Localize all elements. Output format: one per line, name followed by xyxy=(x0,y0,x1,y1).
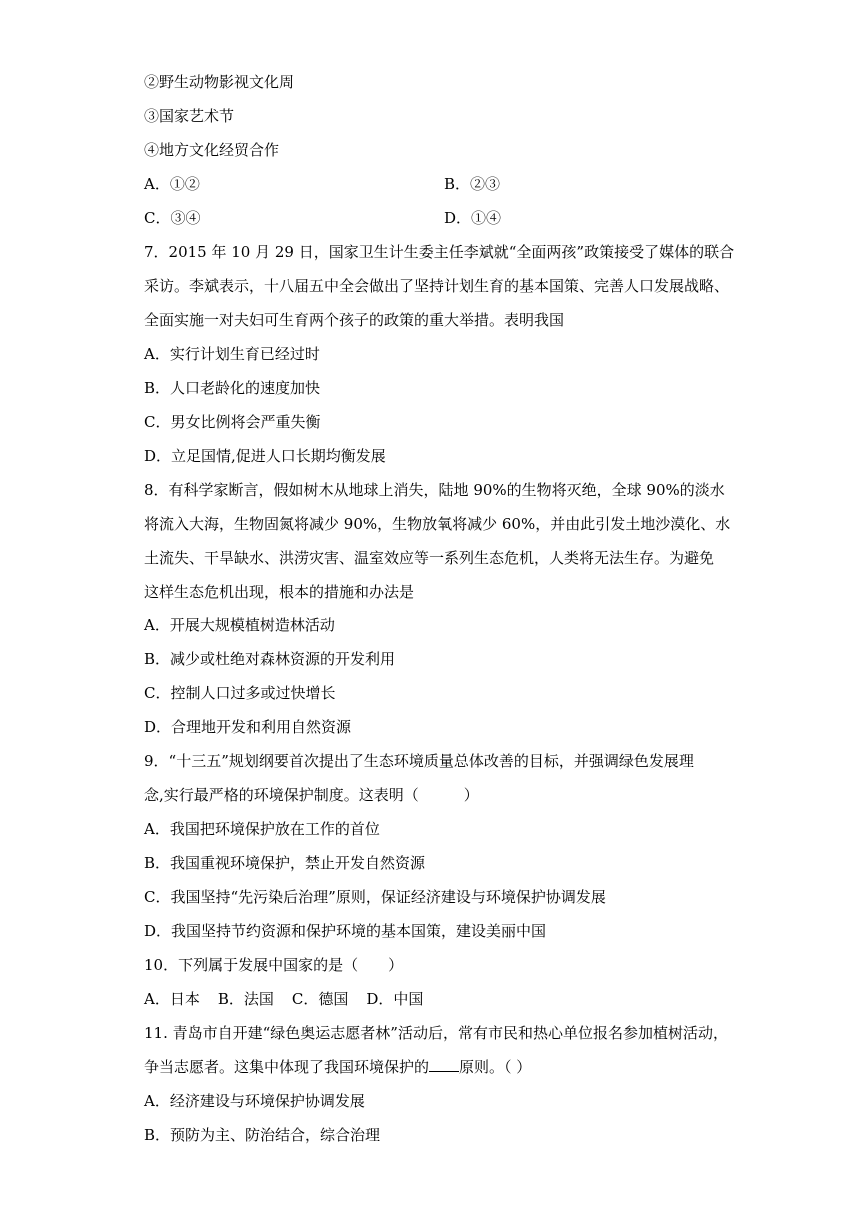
q11-stem-after-blank: 原则。（ ） xyxy=(459,1058,532,1076)
q10-option-a: A．日本 xyxy=(144,990,200,1008)
q8-stem-line-3: 土流失、干旱缺水、洪涝灾害、温室效应等一系列生态危机，人类将无法生存。为避免 xyxy=(144,549,715,567)
q7-option-a: A．实行计划生育已经过时 xyxy=(144,345,320,363)
q9-option-c: C．我国坚持“先污染后治理”原则，保证经济建设与环境保护协调发展 xyxy=(144,888,606,906)
q9-stem-line-2: 念,实行最严格的环境保护制度。这表明（ ） xyxy=(144,786,479,804)
q10-option-c: C．德国 xyxy=(291,990,349,1008)
q7-stem-line-2: 采访。李斌表示，十八届五中全会做出了坚持计划生育的基本国策、完善人口发展战略、 xyxy=(144,277,730,295)
q8-stem-line-4: 这样生态危机出现，根本的措施和办法是 xyxy=(144,583,415,601)
q7-stem-line-3: 全面实施一对夫妇可生育两个孩子的政策的重大举措。表明我国 xyxy=(144,311,565,329)
q6-option-c: C．③④ xyxy=(144,209,201,227)
q6-item-2: ②野生动物影视文化周 xyxy=(144,73,295,91)
q8-option-a: A．开展大规模植树造林活动 xyxy=(144,616,335,634)
q8-stem-line-1: 8．有科学家断言，假如树木从地球上消失，陆地 90%的生物将灭绝，全球 90%的淡水 xyxy=(144,481,725,499)
answer-blank xyxy=(429,1057,459,1072)
q11-option-b: B．预防为主、防治结合，综合治理 xyxy=(144,1126,381,1144)
q6-option-b: B．②③ xyxy=(444,175,501,193)
q10-options xyxy=(144,988,724,1010)
q11-option-a: A．经济建设与环境保护协调发展 xyxy=(144,1092,365,1110)
q8-option-d: D．合理地开发和利用自然资源 xyxy=(144,718,352,736)
q6-item-3: ③国家艺术节 xyxy=(144,107,235,125)
q8-option-c: C．控制人口过多或过快增长 xyxy=(144,684,336,702)
q9-option-b: B．我国重视环境保护，禁止开发自然资源 xyxy=(144,854,426,872)
q10-option-d: D．中国 xyxy=(366,990,424,1008)
q9-option-d: D．我国坚持节约资源和保护环境的基本国策，建设美丽中国 xyxy=(144,922,547,940)
q7-option-b: B．人口老龄化的速度加快 xyxy=(144,379,321,397)
q6-item-4: ④地方文化经贸合作 xyxy=(144,141,280,159)
q11-stem-before-blank: 争当志愿者。这集中体现了我国环境保护的 xyxy=(144,1058,430,1076)
q10-stem: 10．下列属于发展中国家的是（ ） xyxy=(144,956,404,974)
q8-option-b: B．减少或杜绝对森林资源的开发利用 xyxy=(144,650,396,668)
q9-option-a: A．我国把环境保护放在工作的首位 xyxy=(144,820,380,838)
q6-option-a: A．①② xyxy=(144,175,200,193)
q11-stem-line-1: 11. 青岛市自开建“绿色奥运志愿者林”活动后，常有市民和热心单位报名参加植树活动， xyxy=(144,1024,728,1042)
q10-option-b: B．法国 xyxy=(217,990,274,1008)
q11-stem-line-2 xyxy=(144,1056,724,1078)
q7-option-d: D．立足国情,促进人口长期均衡发展 xyxy=(144,447,386,465)
q7-stem-line-1: 7．2015 年 10 月 29 日，国家卫生计生委主任李斌就“全面两孩”政策接受了媒体的联合 xyxy=(144,243,735,261)
q7-option-c: C．男女比例将会严重失衡 xyxy=(144,413,321,431)
q6-option-d: D．①④ xyxy=(444,209,502,227)
q9-stem-line-1: 9．“十三五”规划纲要首次提出了生态环境质量总体改善的目标，并强调绿色发展理 xyxy=(144,752,694,770)
q8-stem-line-2: 将流入大海，生物固氮将减少 90%，生物放氧将减少 60%，并由此引发土地沙漠化、水 xyxy=(144,515,731,533)
